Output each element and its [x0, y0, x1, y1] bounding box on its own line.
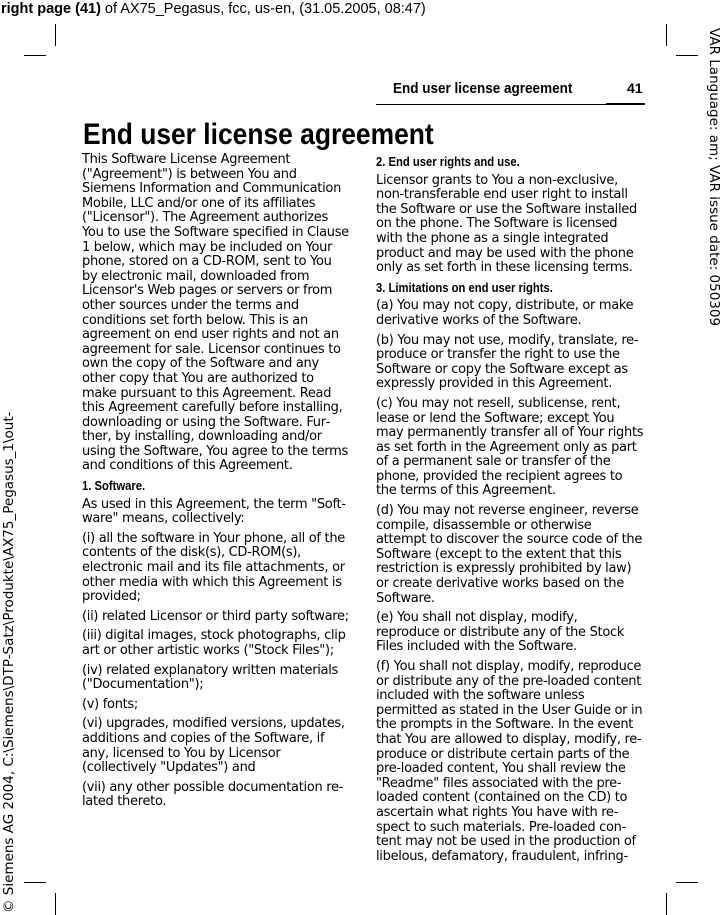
list-item: (a) You may not copy, distribute, or make derivative works of the Software.: [376, 298, 634, 328]
crop-mark: [666, 893, 667, 915]
list-item: (i) all the software in Your phone, all of the contents of the disk(s), CD-ROM(s), electronic mail and its file attachments, or other media with which this Agreement is provided;: [82, 530, 345, 605]
list-item: (v) fonts;: [82, 696, 138, 712]
print-header: [1, 0, 426, 18]
list-item: (iii) digital images, stock photographs, clip art or other artistic works ("Stock Files");: [82, 628, 346, 658]
section-paragraph: Licensor grants to You a non-exclusive, non-transferable end user right to install the Software or use the Software installed on the phone. The Software is licensed with the phone as a single integrated product and may be used with the phone only as set forth in these licensing terms.: [376, 172, 637, 276]
crop-mark: [55, 24, 56, 46]
list-item: (d) You may not reverse engineer, reverse compile, disassemble or otherwise attempt to discover the source code of the Software (except to the extent that this restriction is expressly prohibited by law) or create derivative works based on the Software.: [376, 503, 643, 606]
header-rule: [376, 104, 606, 105]
section-paragraph: As used in this Agreement, the term "Software" means, collectively:: [82, 496, 347, 527]
list-item: (c) You may not resell, sublicense, rent, lease or lend the Software; except You may permanently transfer all of Your rights as set forth in the Agreement only as part of a permanent sale or transfer of the phone, provided the recipient agrees to the terms of this Agreement.: [376, 395, 644, 499]
page-title: End user license agreement: [83, 118, 434, 151]
running-title: End user license agreement: [393, 80, 573, 97]
section-heading: 1. Software.: [82, 479, 146, 494]
header-rule-accent: [606, 103, 645, 105]
print-doc-info: of AX75_Pegasus, fcc, us-en, (31.05.2005, 08:47): [100, 1, 426, 17]
crop-mark: [24, 882, 46, 883]
list-item: (e) You shall not display, modify, reproduce or distribute any of the Stock Files included with the Software.: [376, 610, 625, 655]
intro-paragraph: This Software License Agreement ("Agreement") is between You and Siemens Information and Communication Mobile, LLC and/or one of its affiliates ("Licensor"). The Agreement authorizes You to use the Software specified in Clause 1 below, which may be included on Your phone, stored on a CD-ROM, sent to You by electronic mail, downloaded from Licensor's Web pages or servers or from other sources under the terms and conditions set forth below. This is an agreement on end user rights and not an agreement for sale. Licensor continues to own the copy of the Software and any other copy that You are authorized to make pursuant to this Agreement. Read this Agreement carefully before installing, downloading or using the Software. Further, by installing, downloading and/or using the Software, You agree to the terms and conditions of this Agreement.: [82, 152, 349, 474]
list-item: (vii) any other possible documentation related thereto.: [82, 779, 344, 810]
crop-mark: [676, 55, 698, 56]
side-copyright-path: © Siemens AG 2004, C:\Siemens\DTP-Satz\Produkte\AX75_Pegasus_1\out-: [1, 411, 17, 913]
side-var-info: VAR Language: am; VAR issue date: 050309: [706, 28, 722, 327]
list-item: (vi) upgrades, modified versions, updates, additions and copies of the Software, if any, licensed to You by Licensor (collectively "Updates") and: [82, 716, 345, 776]
crop-mark: [24, 55, 46, 56]
crop-mark: [55, 893, 56, 915]
list-item: (ii) related Licensor or third party software;: [82, 608, 349, 624]
list-item: (f) You shall not display, modify, reproduce or distribute any of the pre-loaded content included with the software unless permitted as stated in the User Guide or in the prompts in the Software. In the event that You are allowed to display, modify, reproduce or distribute certain parts of the pre-loaded content, You shall review the "Readme" files associated with the pre-loaded content (contained on the CD) to ascertain what rights You have with respect to such materials. Pre-loaded content may not be used in the production of libelous, defamatory, fraudulent, infring-: [376, 659, 643, 864]
page-number: 41: [627, 80, 643, 96]
section-heading: 3. Limitations on end user rights.: [376, 280, 553, 295]
print-page-label: right page (41): [1, 1, 101, 17]
crop-mark: [666, 24, 667, 46]
list-item: (b) You may not use, modify, translate, reproduce or transfer the right to use the Software or copy the Software except as expressly provided in this Agreement.: [376, 332, 639, 392]
crop-mark: [676, 882, 698, 883]
section-heading: 2. End user rights and use.: [376, 155, 520, 169]
list-item: (iv) related explanatory written materials ("Documentation");: [82, 662, 339, 693]
right-column: [376, 153, 644, 869]
left-column: [82, 153, 350, 815]
